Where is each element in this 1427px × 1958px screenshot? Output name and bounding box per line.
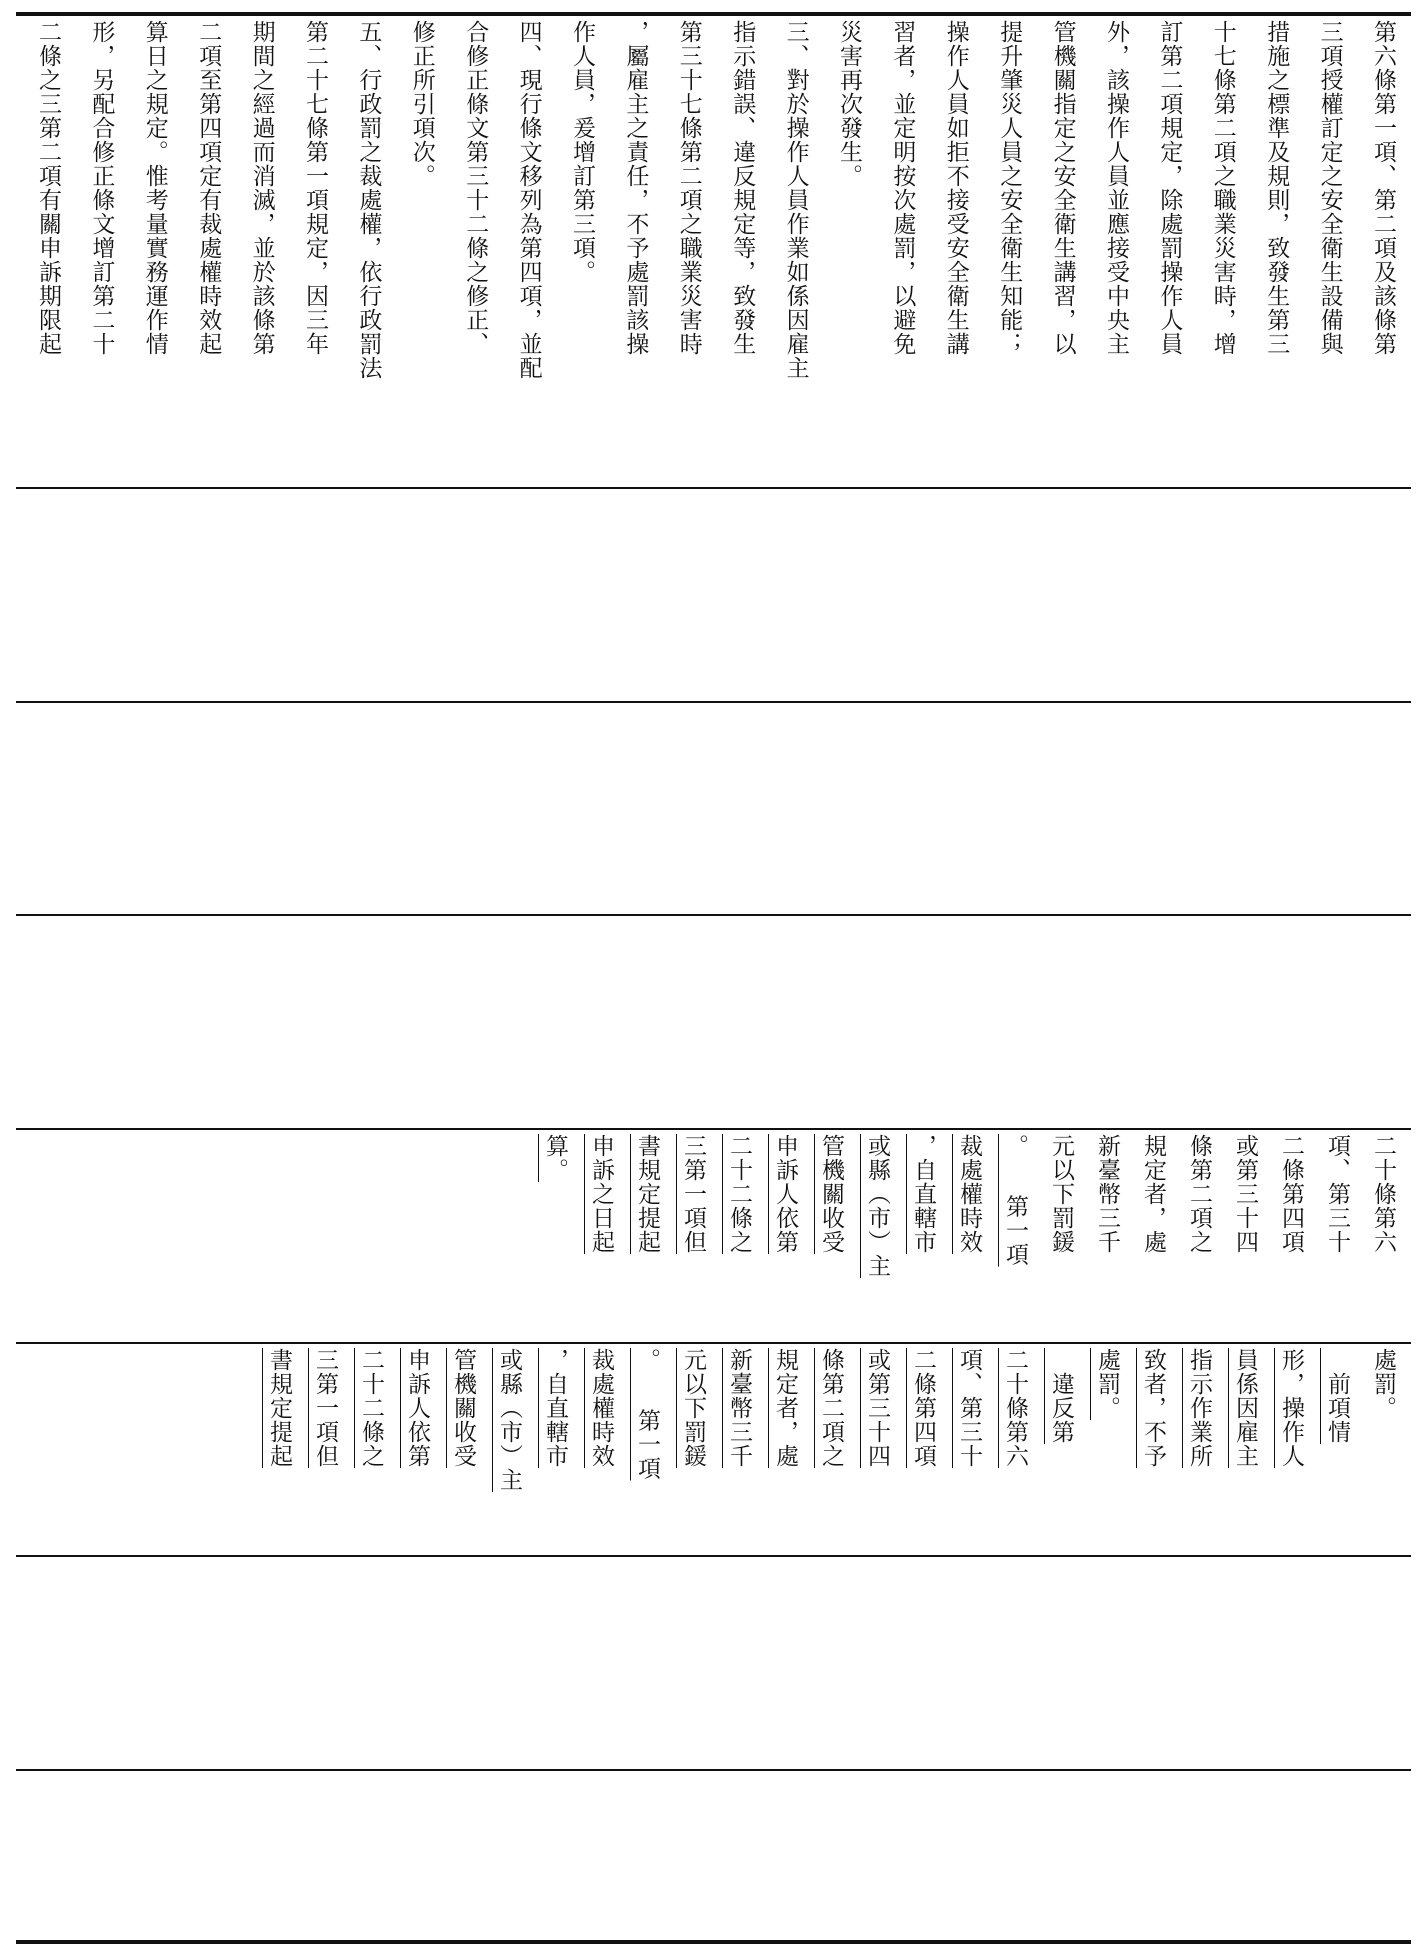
text-column: 修正所引項次。: [408, 20, 435, 188]
text-column: 期間之經過而消滅，並於該條第: [248, 20, 275, 356]
text-column: 條第二項之: [818, 1348, 844, 1468]
text-column: 二十二條之: [358, 1348, 384, 1468]
table-rule: [16, 1342, 1411, 1344]
text-column: 措施之標準及規則，致發生第三: [1263, 20, 1290, 356]
text-column: 新臺幣三千: [1094, 1134, 1120, 1254]
text-column: 或第三十四: [864, 1348, 890, 1468]
text-column: 元以下罰鍰: [1048, 1134, 1074, 1254]
text-column: 致者，不予: [1140, 1348, 1166, 1468]
text-column: 三項授權訂定之安全衛生設備與: [1316, 20, 1343, 356]
text-column: 四、現行條文移列為第四項，並配: [515, 20, 542, 380]
text-column: 指示錯誤、違反規定等，致發生: [729, 20, 756, 356]
text-column: 書規定提起: [634, 1134, 660, 1254]
table-rule: [16, 1769, 1411, 1771]
text-column: 管機關指定之安全衛生講習，以: [1049, 20, 1076, 356]
text-column: 。 第一項: [1002, 1134, 1028, 1267]
text-column: 二十條第六: [1002, 1348, 1028, 1468]
text-column: 。 第一項: [634, 1348, 660, 1481]
text-column: 第三十七條第二項之職業災害時: [675, 20, 702, 356]
text-column: 指示作業所: [1186, 1348, 1212, 1468]
text-column: 二項至第四項定有裁處權時效起: [195, 20, 222, 356]
text-column: 處罰。: [1370, 1348, 1396, 1420]
text-column: 申訴之日起: [588, 1134, 614, 1254]
text-column: 二條之三第二項有關申訴期限起: [35, 20, 61, 356]
text-column: 新臺幣三千: [726, 1348, 752, 1468]
text-column: 十七條第二項之職業災害時，增: [1209, 20, 1236, 356]
table-rule-bottom: [16, 1940, 1411, 1944]
text-column: 二十二條之: [726, 1134, 752, 1254]
text-column: 申訴人依第: [772, 1134, 798, 1254]
text-column: 二十條第六: [1370, 1134, 1396, 1254]
text-column: 或第三十四: [1232, 1134, 1258, 1254]
text-column: 習者，並定明按次處罰，以避免: [889, 20, 916, 356]
text-column: 二條第四項: [1278, 1134, 1304, 1254]
text-column: 三第一項但: [680, 1134, 706, 1254]
text-column: 或縣（市）主: [864, 1134, 890, 1278]
text-column: 外，該操作人員並應接受中央主: [1103, 20, 1129, 356]
text-column: 訂第二項規定，除處罰操作人員: [1156, 20, 1183, 356]
text-column: 處罰。: [1094, 1348, 1120, 1420]
text-column: 或縣（市）主: [496, 1348, 522, 1492]
table-rule-top: [16, 12, 1411, 16]
text-column: 書規定提起: [266, 1348, 292, 1468]
text-column: 合修正條文第三十二條之修正、: [462, 20, 489, 356]
amended-text-section: [16, 1348, 1411, 1552]
text-column: 操作人員如拒不接受安全衛生講: [942, 20, 969, 356]
text-column: 元以下罰鍰: [680, 1348, 706, 1468]
text-column: 項、第三十: [956, 1348, 982, 1468]
text-column: 形，另配合修正條文增訂第二十: [88, 20, 115, 356]
text-column: 前項情: [1324, 1348, 1350, 1444]
text-column: 提升肇災人員之安全衛生知能；: [996, 20, 1023, 356]
text-column: ，屬雇主之責任，不予處罰該操: [622, 20, 649, 356]
table-rule: [16, 701, 1411, 703]
text-column: 二條第四項: [910, 1348, 936, 1468]
text-column: ，自直轄市: [542, 1348, 568, 1468]
table-rule: [16, 487, 1411, 489]
text-column: 違反第: [1048, 1348, 1074, 1444]
text-column: 管機關收受: [818, 1134, 844, 1254]
text-column: 災害再次發生。: [836, 20, 862, 188]
current-text-section: [16, 1134, 1411, 1338]
text-column: 第二十七條第一項規定，因三年: [302, 20, 328, 356]
text-column: 算日之規定。惟考量實務運作情: [141, 20, 168, 356]
text-column: 申訴人依第: [404, 1348, 430, 1468]
text-column: 條第二項之: [1186, 1134, 1212, 1254]
text-column: 管機關收受: [450, 1348, 476, 1468]
text-column: 三、對於操作人員作業如係因雇主: [782, 20, 809, 380]
text-column: 五、行政罰之裁處權，依行政罰法: [355, 20, 382, 380]
text-column: 作人員，爰增訂第三項。: [569, 20, 595, 284]
text-column: 裁處權時效: [588, 1348, 614, 1468]
text-column: 規定者，處: [772, 1348, 798, 1468]
table-rule: [16, 1128, 1411, 1130]
text-column: 裁處權時效: [956, 1134, 982, 1254]
text-column: 三第一項但: [312, 1348, 338, 1468]
table-rule: [16, 914, 1411, 916]
table-rule: [16, 1555, 1411, 1557]
text-column: ，自直轄市: [910, 1134, 936, 1254]
text-column: 第六條第一項、第二項及該條第: [1370, 20, 1396, 356]
text-column: 規定者，處: [1140, 1134, 1166, 1254]
text-column: 項、第三十: [1324, 1134, 1350, 1254]
text-column: 員係因雇主: [1232, 1348, 1258, 1468]
text-column: 形，操作人: [1278, 1348, 1304, 1468]
explanation-section: [16, 20, 1411, 482]
text-column: 算。: [542, 1134, 568, 1182]
